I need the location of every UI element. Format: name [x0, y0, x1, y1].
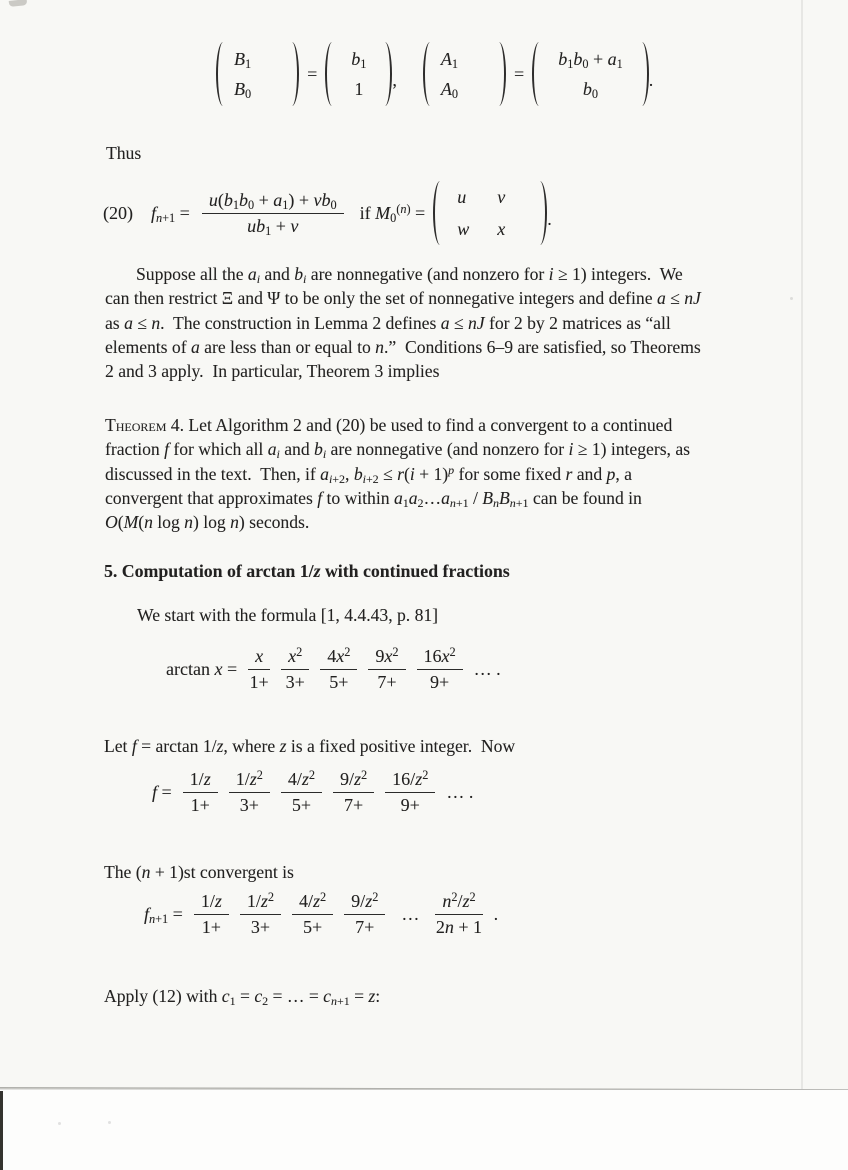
math-lhs: $f_{n+1}$ = — [144, 904, 183, 926]
fraction — [292, 891, 333, 938]
text-line: can then restrict Ξ and Ψ to be only the set of nonnegative integers and define a ≤ nJ — [105, 288, 701, 309]
fraction-denominator: 3+ — [285, 672, 305, 692]
fraction-numerator: $4x^2$ — [320, 646, 357, 670]
equals-sign: = — [514, 63, 525, 84]
fraction — [229, 769, 270, 816]
math-lhs: f = — [152, 782, 172, 802]
fraction-numerator: x — [248, 646, 270, 670]
right-paren — [286, 42, 299, 106]
right-paren — [534, 181, 547, 245]
fraction-denominator: 7+ — [344, 795, 364, 815]
fraction-denominator: 1+ — [190, 795, 210, 815]
left-paren — [216, 42, 229, 106]
text-line — [105, 413, 690, 437]
fraction-denominator: 1+ — [249, 672, 269, 692]
fraction-denominator: 5+ — [303, 917, 323, 937]
matrix-entry: $A_1$ — [440, 48, 459, 71]
scanner-background — [0, 1090, 848, 1170]
fraction-denominator: 3+ — [239, 795, 259, 815]
left-paren — [532, 42, 545, 106]
right-paren — [493, 42, 506, 106]
text-fragment: Let Algorithm 2 and (20) be used to find a convergent to a continued — [184, 415, 673, 435]
fraction — [202, 190, 344, 237]
text-line: convergent that approximates f to within $a_1a_2\dots a_{n+1} / B_nB_{n+1}$ can be found in — [105, 487, 642, 510]
right-paren — [636, 42, 649, 106]
matrix-entry: $b_0$ — [582, 78, 599, 101]
matrix-entry: v — [497, 186, 506, 207]
matrix-B — [216, 42, 299, 106]
matrix-entry: 1 — [354, 78, 364, 99]
period: . — [547, 209, 552, 229]
matrix-entry: $b_1$ — [351, 48, 367, 71]
scan-left-edge-shadow — [0, 1091, 3, 1170]
ellipsis-period: … . — [473, 659, 501, 679]
equation-arctan — [166, 646, 501, 693]
matrix-entry: $B_0$ — [234, 78, 252, 101]
fraction-numerator: $x^2$ — [281, 646, 309, 670]
fraction-numerator: $9x^2$ — [368, 646, 405, 670]
fraction-numerator: $4/z^2$ — [281, 769, 322, 793]
matrix-entry: $A_0$ — [440, 78, 459, 101]
fraction — [385, 769, 435, 816]
period: . — [648, 70, 654, 90]
right-paren — [379, 42, 392, 106]
equation-20 — [103, 181, 552, 245]
scan-right-shadow — [801, 0, 803, 1089]
ellipsis: … — [401, 904, 420, 924]
fraction-numerator: $n^2/z^2$ — [435, 891, 482, 915]
ellipsis-period: … . — [446, 782, 474, 802]
matrix-entry: x — [497, 218, 506, 239]
fraction-denominator: 9+ — [400, 795, 420, 815]
fraction-numerator: $1/z^2$ — [229, 769, 270, 793]
scan-artifact — [108, 1121, 111, 1124]
math-lhs: arctan x = — [166, 659, 238, 679]
fraction-denominator: 5+ — [291, 795, 312, 815]
fraction — [368, 646, 405, 693]
fraction — [281, 769, 322, 816]
fraction-denominator: 3+ — [250, 917, 271, 937]
fraction-denominator: 7+ — [355, 917, 375, 937]
line-we-start: We start with the formula [1, 4.4.43, p. 81] — [137, 605, 439, 625]
fraction-numerator: $9/z^2$ — [333, 769, 374, 793]
fraction — [320, 646, 357, 693]
text-line: 2 and 3 apply. In particular, Theorem 3 implies — [105, 361, 440, 382]
text-line: elements of a are less than or equal to n.” Conditions 6–9 are satisfied, so Theorems — [105, 336, 701, 357]
equation-f — [152, 769, 473, 816]
fraction-numerator: $u(b_1b_0 + a_1) + vb_0$ — [202, 190, 344, 214]
text-line: as a ≤ n. The construction in Lemma 2 defines a ≤ nJ for 2 by 2 matrices as “all — [105, 312, 671, 333]
fraction-denominator: 2n + 1 — [435, 917, 483, 937]
matrix-entry: w — [457, 218, 470, 239]
fraction-denominator: 1+ — [201, 917, 221, 937]
matrix-entry: u — [457, 186, 467, 207]
fraction-denominator: $ub_1 + v$ — [247, 215, 299, 238]
matrix-entry: $B_1$ — [234, 48, 252, 71]
text-line: fraction f for which all $a_i$ and $b_i$ are nonnegative (and nonzero for i ≥ 1) integers, as — [105, 439, 690, 462]
line-apply: Apply (12) with $c_1 = c_2$ = … = $c_{n+1} = z$: — [104, 986, 381, 1008]
text-thus: Thus — [106, 143, 142, 163]
math-lhs: $f_{n+1}$ = — [151, 202, 190, 225]
fraction-numerator: 1/z — [183, 769, 218, 793]
fraction — [344, 891, 385, 938]
text-line: Suppose all the $a_i$ and $b_i$ are nonnegative (and nonzero for i ≥ 1) integers. We — [136, 264, 683, 286]
scan-artifact — [58, 1122, 61, 1125]
line-let-f: Let f = arctan 1/z, where z is a fixed positive integer. Now — [104, 736, 516, 756]
equation-tag: (20) — [103, 202, 133, 223]
fraction — [194, 891, 229, 938]
fraction — [435, 891, 482, 938]
section-heading-5: 5. Computation of arctan 1/z with continued fractions — [104, 561, 510, 581]
fraction-numerator: $9/z^2$ — [344, 891, 385, 915]
fraction-denominator: 5+ — [329, 672, 349, 692]
matrix-M0n — [433, 181, 547, 245]
matrix-entry: $b_1b_0 + a_1$ — [558, 48, 623, 71]
fraction-denominator: 7+ — [377, 672, 397, 692]
equation-f-n-plus-1 — [144, 891, 498, 938]
left-paren — [423, 42, 436, 106]
left-paren — [433, 181, 446, 245]
matrix-b — [325, 42, 392, 106]
paragraph-theorem-4 — [105, 413, 690, 534]
fraction — [281, 646, 309, 693]
paragraph-suppose — [105, 262, 701, 383]
math-condition: if $M_0^{(n)}$ = — [359, 201, 426, 225]
line-convergent: The (n + 1)st convergent is — [104, 862, 294, 882]
fraction — [183, 769, 218, 816]
fraction — [333, 769, 374, 816]
equals-sign: = — [307, 63, 318, 84]
fraction — [417, 646, 463, 693]
fraction-numerator: $4/z^2$ — [292, 891, 333, 915]
comma: , — [392, 70, 397, 90]
left-paren — [325, 42, 338, 106]
text-line: O(M(n log n) log n) seconds. — [105, 512, 310, 533]
fraction-numerator: $16/z^2$ — [385, 769, 435, 793]
fraction-numerator: $16x^2$ — [417, 646, 463, 670]
matrix-ab — [532, 42, 649, 106]
period: . — [493, 904, 499, 924]
matrix-A — [423, 42, 506, 106]
scan-artifact — [790, 297, 793, 300]
theorem-label: Theorem 4. — [105, 415, 185, 435]
fraction-denominator: 9+ — [429, 672, 450, 692]
fraction-numerator: $1/z^2$ — [240, 891, 281, 915]
fraction — [240, 891, 281, 938]
equation-initial-matrices — [216, 42, 653, 106]
fraction — [248, 646, 270, 693]
text-line: discussed in the text. Then, if $a_{i+2}$, $b_{i+2} \le r(i + 1)^p$ for some fixed r and p, a — [105, 462, 632, 486]
fraction-numerator: 1/z — [194, 891, 229, 915]
